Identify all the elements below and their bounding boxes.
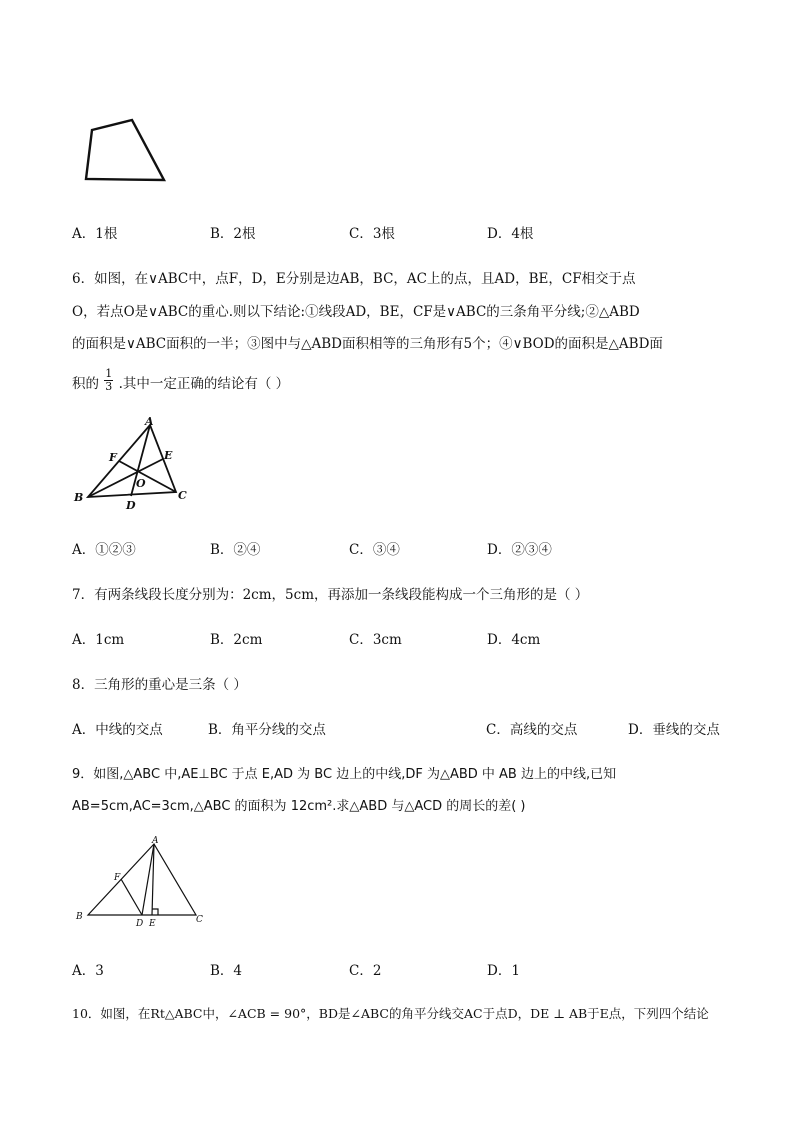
q6-fraction-numerator: 1: [105, 367, 113, 380]
q9-label-b: B: [76, 912, 83, 922]
q5-option-a[interactable]: A．1根: [72, 226, 118, 242]
q6-option-d[interactable]: D．②③④: [487, 542, 552, 558]
q9-triangle-figure: [72, 835, 212, 930]
q9-label-c: C: [196, 915, 203, 925]
q6-fraction-denominator: 3: [105, 380, 113, 393]
q6-option-b[interactable]: B．②④: [210, 542, 261, 558]
q6-label-a: A: [145, 415, 154, 428]
q6-triangle-figure: [70, 415, 195, 515]
q6-label-f: F: [109, 451, 117, 464]
q6-question-line-4: [72, 367, 290, 397]
q6-label-c: C: [178, 489, 187, 502]
q9-option-c[interactable]: C．2: [349, 963, 382, 979]
q6-line4-prefix: 积的: [72, 376, 99, 392]
q7-option-a[interactable]: A．1cm: [72, 632, 125, 648]
q7-option-d[interactable]: D．4cm: [487, 632, 541, 648]
q9-option-a[interactable]: A．3: [72, 963, 104, 979]
q9-question-line-2: AB=5cm,AC=3cm,△ABC 的面积为 12cm².求△ABD 与△ACD 的周长的差( ): [72, 799, 526, 814]
q6-line4-suffix: .其中一定正确的结论有（ ）: [118, 376, 290, 392]
q9-label-e: E: [149, 919, 156, 929]
q5-option-c[interactable]: C．3根: [349, 226, 395, 242]
q5-quadrilateral-figure: [70, 108, 180, 190]
q6-label-b: B: [74, 491, 84, 504]
q9-option-d[interactable]: D．1: [487, 963, 520, 979]
q9-label-d: D: [136, 919, 144, 929]
q6-label-o: O: [136, 477, 146, 490]
q6-fraction: [104, 368, 113, 393]
q9-option-b[interactable]: B．4: [210, 963, 243, 979]
q7-question-text: 7．有两条线段长度分别为：2cm，5cm，再添加一条线段能构成一个三角形的是（ ）: [72, 587, 589, 603]
q8-option-d[interactable]: D．垂线的交点: [628, 722, 720, 738]
q7-option-b[interactable]: B．2cm: [210, 632, 263, 648]
q9-label-a: A: [152, 836, 159, 846]
q10-question-text: 10．如图，在Rt△ABC中，∠ACB = 90°，BD是∠ABC的角平分线交AC于点D，DE ⊥ AB于E点，下列四个结论: [72, 1006, 709, 1021]
q5-option-b[interactable]: B．2根: [210, 226, 256, 242]
q6-question-line-1: 6．如图，在∨ABC中，点F，D，E分别是边AB，BC，AC上的点，且AD，BE，CF相交于点: [72, 271, 636, 287]
q6-question-line-3: 的面积是∨ABC面积的一半；③图中与△ABD面积相等的三角形有5个；④∨BOD的面积是△ABD面: [72, 336, 663, 352]
q6-label-e: E: [164, 449, 173, 462]
q5-option-d[interactable]: D．4根: [487, 226, 534, 242]
q7-option-c[interactable]: C．3cm: [349, 632, 402, 648]
q8-option-a[interactable]: A．中线的交点: [72, 722, 163, 738]
q8-option-c[interactable]: C．高线的交点: [486, 722, 578, 738]
q9-label-f: F: [114, 873, 121, 883]
q6-option-c[interactable]: C．③④: [349, 542, 400, 558]
q6-question-line-2: O，若点O是∨ABC的重心.则以下结论:①线段AD，BE，CF是∨ABC的三条角平分线;②△ABD: [72, 304, 640, 320]
q6-label-d: D: [126, 499, 136, 512]
q8-option-b[interactable]: B．角平分线的交点: [208, 722, 326, 738]
q8-question-text: 8．三角形的重心是三条（ ）: [72, 677, 247, 693]
q6-option-a[interactable]: A．①②③: [72, 542, 136, 558]
q9-question-line-1: 9．如图,△ABC 中,AE⊥BC 于点 E,AD 为 BC 边上的中线,DF 为△ABD 中 AB 边上的中线,已知: [72, 767, 617, 782]
